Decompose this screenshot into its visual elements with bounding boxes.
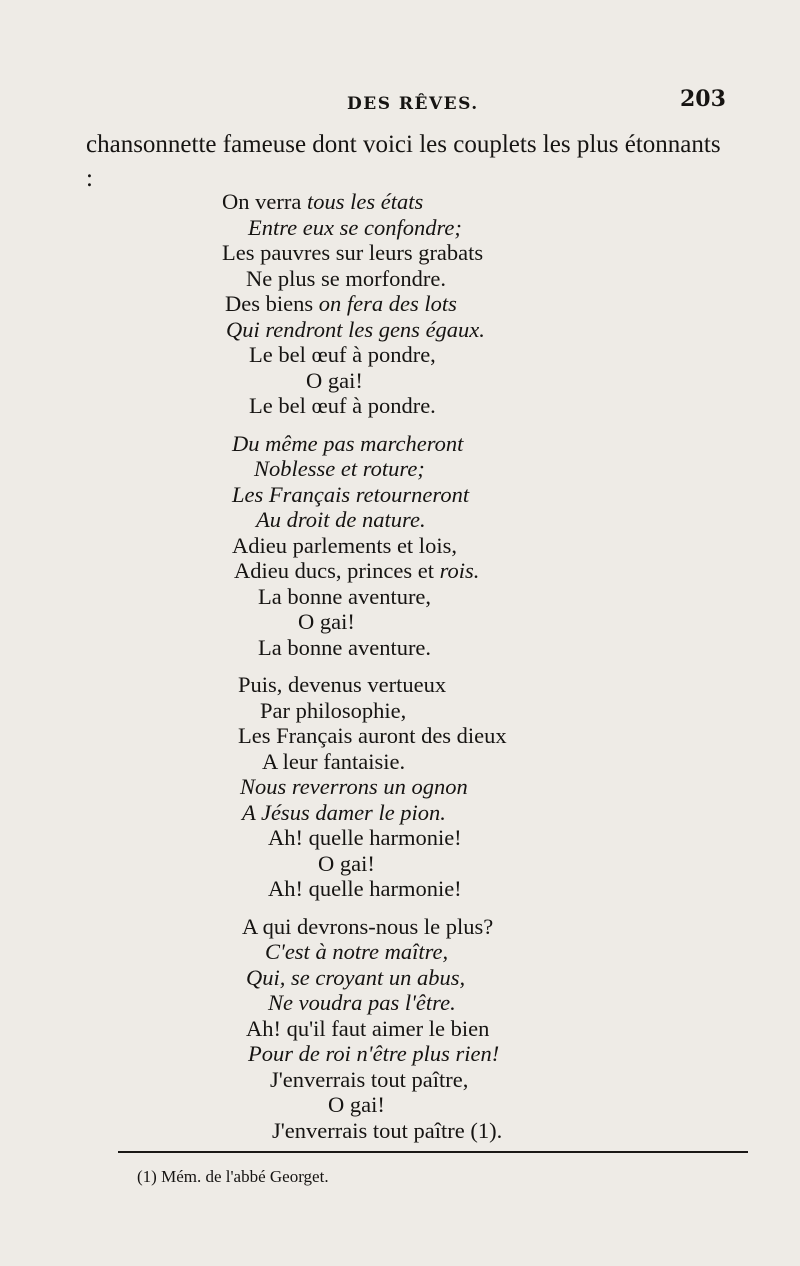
running-head bbox=[0, 86, 800, 122]
poem-line bbox=[232, 483, 469, 507]
poem-line-segment: O gai! bbox=[328, 1092, 385, 1117]
poem-line bbox=[298, 610, 355, 634]
poem-line bbox=[258, 585, 431, 609]
poem-line-segment: A qui devrons-nous le plus? bbox=[242, 913, 494, 939]
poem-line-segment: Nous reverrons un ognon bbox=[240, 774, 468, 799]
poem-line bbox=[246, 1017, 489, 1041]
poem-line bbox=[246, 966, 465, 990]
poem-line bbox=[238, 724, 507, 748]
poem-line bbox=[222, 241, 483, 265]
poem-line bbox=[232, 534, 457, 558]
poem-line bbox=[258, 636, 431, 660]
poem-line-segment: On verra bbox=[222, 189, 307, 214]
poem-line bbox=[249, 343, 436, 367]
poem-line-segment: A Jésus damer le pion. bbox=[242, 799, 446, 825]
poem-line bbox=[222, 190, 423, 214]
poem-line-segment: Ne voudra pas l'être. bbox=[268, 990, 456, 1015]
poem-line-segment: tous les états bbox=[306, 189, 424, 214]
poem-line bbox=[242, 915, 493, 939]
poem-line-segment: on fera des lots bbox=[318, 291, 457, 316]
poem-line-segment: La bonne aventure. bbox=[258, 634, 432, 660]
intro-paragraph: chansonnette fameuse dont voici les couplets les plus étonnants : bbox=[86, 131, 721, 192]
poem-line-segment: Les pauvres sur leurs grabats bbox=[222, 240, 484, 265]
poem-line bbox=[234, 559, 479, 583]
poem-line-segment: O gai! bbox=[306, 367, 363, 393]
chapter-title: DES RÊVES. bbox=[347, 94, 479, 114]
poem-line-segment: Ah! quelle harmonie! bbox=[268, 876, 462, 901]
poem-line-segment: A leur fantaisie. bbox=[262, 748, 406, 774]
poem-line bbox=[240, 775, 468, 799]
poem-line-segment: Pour de roi n'être plus rien! bbox=[248, 1041, 500, 1066]
poem-line-segment: Le bel œuf à pondre. bbox=[249, 393, 436, 418]
poem-line bbox=[318, 852, 375, 876]
poem-line-segment: Par philosophie, bbox=[260, 697, 407, 723]
poem-line-segment: Le bel œuf à pondre, bbox=[249, 342, 436, 367]
poem-line-segment: Les Français auront des dieux bbox=[238, 723, 507, 748]
footnote: (1) Mém. de l'abbé Georget. bbox=[137, 1167, 329, 1186]
poem-line bbox=[328, 1093, 385, 1117]
poem-line bbox=[249, 394, 436, 418]
poem-line-segment: La bonne aventure, bbox=[258, 583, 432, 609]
poem-line-segment: Adieu parlements et lois, bbox=[232, 532, 457, 558]
poem-line-segment: Qui rendront les gens égaux. bbox=[226, 316, 485, 342]
poem-line-segment: Noblesse et roture; bbox=[254, 456, 425, 481]
page-number: 203 bbox=[680, 86, 726, 112]
poem-line-segment: Entre eux se confondre; bbox=[248, 214, 462, 240]
poem-line-segment: Qui, se croyant un abus, bbox=[246, 964, 466, 990]
poem-line bbox=[242, 801, 446, 825]
poem-line bbox=[226, 318, 485, 342]
poem-line-segment: Des biens bbox=[225, 291, 319, 316]
poem-line bbox=[268, 826, 462, 850]
footnote-rule bbox=[118, 1151, 748, 1153]
poem-line bbox=[248, 1042, 499, 1066]
poem-line bbox=[268, 877, 462, 901]
poem-line-segment: O gai! bbox=[318, 850, 375, 876]
poem-line-segment: O gai! bbox=[298, 609, 355, 634]
poem-line bbox=[232, 432, 463, 456]
poem-line-segment: Puis, devenus vertueux bbox=[238, 672, 447, 697]
poem-line-segment: C'est à notre maître, bbox=[265, 939, 449, 964]
poem-line bbox=[260, 699, 406, 723]
poem-line-segment: Les Français retourneront bbox=[232, 481, 470, 507]
poem-line bbox=[268, 991, 456, 1015]
poem-line-segment: Ah! qu'il faut aimer le bien bbox=[246, 1015, 490, 1041]
poem-line-segment: Adieu ducs, princes et bbox=[234, 558, 440, 583]
poem-line-segment: Au droit de nature. bbox=[256, 507, 426, 532]
poem-line bbox=[248, 216, 462, 240]
poem-line bbox=[238, 673, 446, 697]
poem-line bbox=[262, 750, 405, 774]
poem-line-segment: J'enverrais tout paître (1). bbox=[272, 1117, 503, 1143]
poem-line bbox=[306, 369, 363, 393]
poem-line-segment: Du même pas marcheront bbox=[232, 430, 464, 456]
poem-line bbox=[265, 940, 448, 964]
poem-line bbox=[256, 508, 426, 532]
poem-line bbox=[225, 292, 457, 316]
poem-line-segment: Ne plus se morfondre. bbox=[246, 265, 446, 291]
poem-line bbox=[270, 1068, 468, 1092]
poem-line bbox=[254, 457, 425, 481]
poem-line-segment: J'enverrais tout paître, bbox=[270, 1066, 469, 1092]
poem-line bbox=[272, 1119, 502, 1143]
poem-line-segment: rois. bbox=[439, 558, 480, 583]
poem-line-segment: Ah! quelle harmonie! bbox=[268, 825, 462, 850]
poem-line bbox=[246, 267, 446, 291]
